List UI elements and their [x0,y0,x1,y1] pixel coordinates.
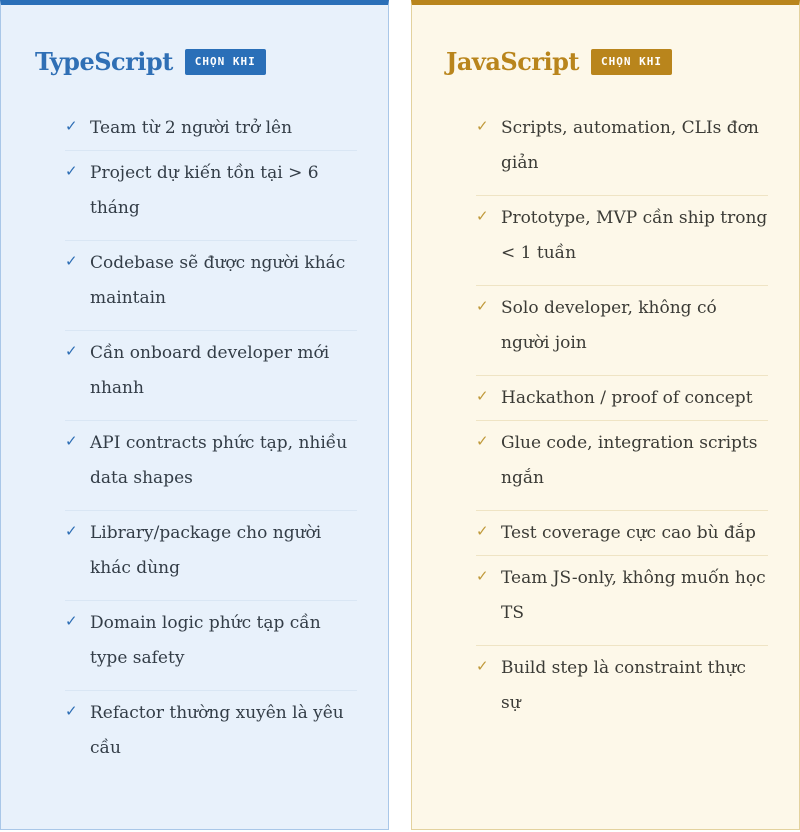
list-item-text: Refactor thường xuyên là yêu cầu [90,703,344,758]
check-icon: ✓ [476,657,489,675]
list-item-text: Scripts, automation, CLIs đơn giản [501,118,759,173]
list-item [476,421,768,511]
check-icon: ✓ [476,432,489,450]
list-item-text: Domain logic phức tạp cần type safety [90,613,321,668]
check-icon: ✓ [65,432,78,450]
list-item [476,286,768,376]
check-icon: ✓ [65,702,78,720]
javascript-badge: CHỌN KHI [591,49,672,75]
check-icon: ✓ [65,162,78,180]
javascript-list [476,106,768,736]
list-item-text: Glue code, integration scripts ngắn [501,433,758,488]
check-icon: ✓ [65,252,78,270]
list-item [65,241,357,331]
list-item-text: Test coverage cực cao bù đắp [501,523,756,543]
check-icon: ✓ [65,342,78,360]
list-item-text: Hackathon / proof of concept [501,388,753,408]
list-item-text: API contracts phức tạp, nhiều data shapes [90,433,348,488]
list-item [65,691,357,781]
javascript-title: JavaScript [446,47,579,76]
list-item-text: Build step là constraint thực sự [501,658,746,713]
list-item [476,556,768,646]
list-item-text: Solo developer, không có người join [501,298,717,353]
list-item [65,151,357,241]
javascript-card [411,0,800,830]
list-item-text: Cần onboard developer mới nhanh [90,343,330,398]
check-icon: ✓ [476,387,489,405]
list-item [476,646,768,736]
list-item [476,376,768,421]
check-icon: ✓ [476,297,489,315]
list-item-text: Prototype, MVP cần ship trong < 1 tuần [501,208,768,263]
list-item-text: Library/package cho người khác dùng [90,523,322,578]
list-item [476,511,768,556]
check-icon: ✓ [65,117,78,135]
typescript-title: TypeScript [35,47,173,76]
check-icon: ✓ [476,207,489,225]
list-item-text: Project dự kiến tồn tại > 6 tháng [90,163,319,218]
list-item [476,106,768,196]
check-icon: ✓ [476,522,489,540]
typescript-list [65,106,357,781]
typescript-header [35,47,266,77]
list-item-text: Team JS-only, không muốn học TS [501,568,766,623]
list-item [65,421,357,511]
list-item [65,601,357,691]
check-icon: ✓ [65,612,78,630]
list-item [476,196,768,286]
list-item [65,331,357,421]
check-icon: ✓ [476,117,489,135]
list-item-text: Codebase sẽ được người khác maintain [90,253,346,308]
list-item-text: Team từ 2 người trở lên [90,118,293,138]
list-item [65,511,357,601]
typescript-badge: CHỌN KHI [185,49,266,75]
list-item [65,106,357,151]
javascript-header [446,47,672,77]
check-icon: ✓ [476,567,489,585]
check-icon: ✓ [65,522,78,540]
typescript-card [0,0,389,830]
